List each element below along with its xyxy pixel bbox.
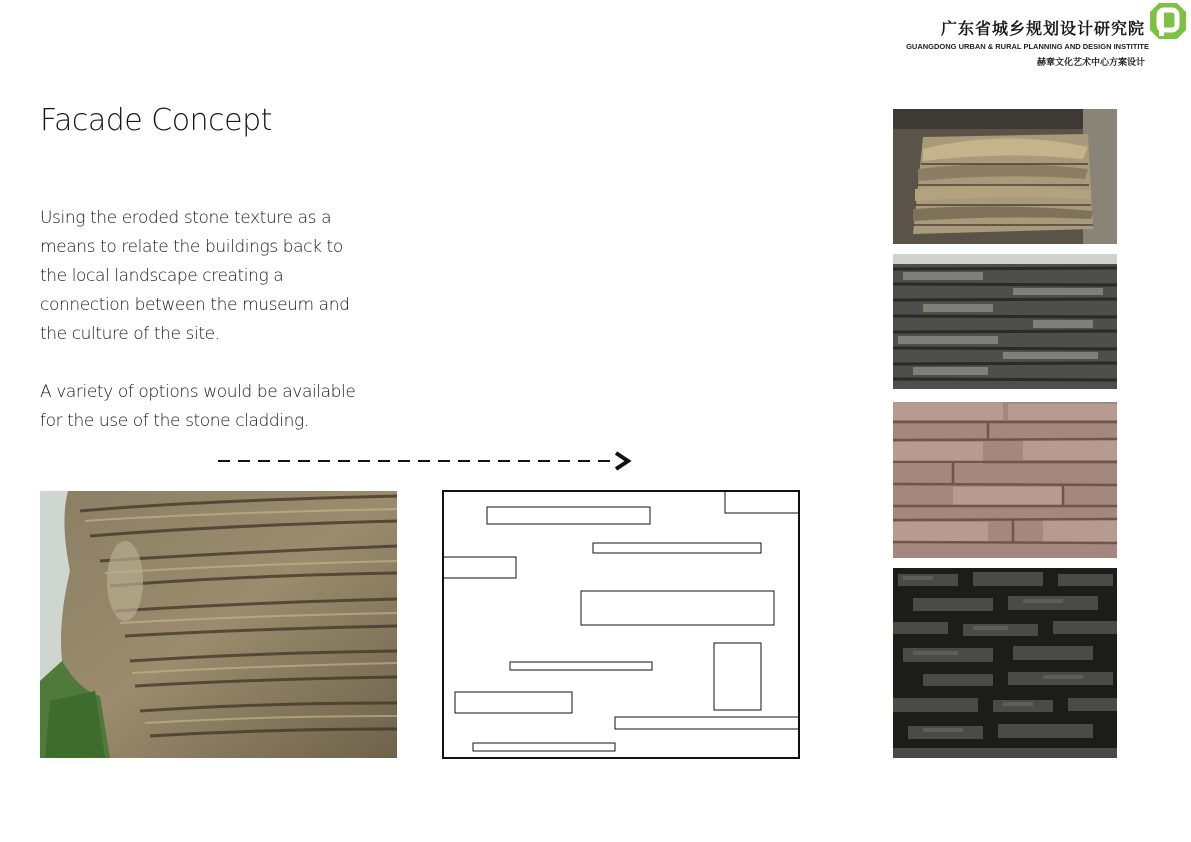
institute-name-cn: 广东省城乡规划设计研究院 (940, 19, 1145, 38)
dashed-arrow-icon (218, 450, 638, 472)
cladding-paragraph: A variety of options would be available for the use of the stone cladding. (40, 382, 356, 431)
dark-stacked-stone-photo (893, 568, 1117, 758)
eroded-cliff-photo (40, 491, 397, 758)
concept-paragraph: Using the eroded stone texture as a means to relate the buildings back to the local landscape creating a connection between the museum and the culture of the site. (40, 208, 350, 344)
project-name: 赫章文化艺术中心方案设计 (1036, 58, 1145, 68)
page-title: Facade Concept (40, 103, 272, 138)
gd-logo-icon (1149, 2, 1187, 40)
pink-ledgestone-photo (893, 402, 1117, 558)
institute-name-en: GUANGDONG URBAN & RURAL PLANNING AND DESIGN INSTITITE (906, 42, 1149, 51)
facade-opening-diagram (442, 490, 800, 759)
stacked-flagstone-photo (893, 109, 1117, 244)
layered-slate-photo (893, 254, 1117, 389)
header-branding (771, 0, 1191, 80)
